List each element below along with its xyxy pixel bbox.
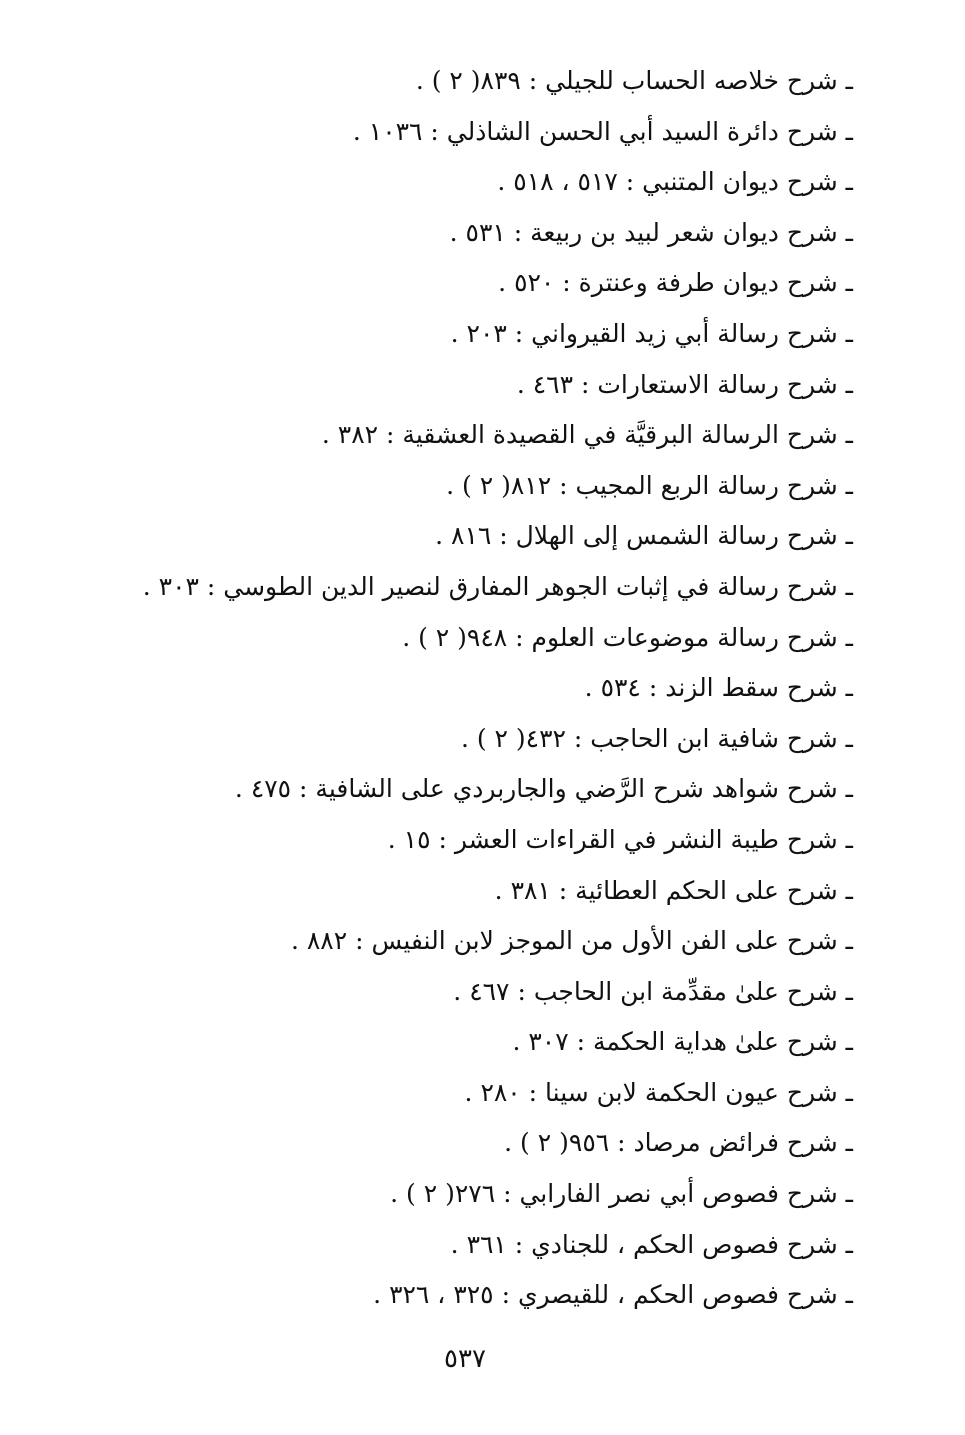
- index-entry: ـ شرح دائرة السيد أبي الحسن الشاذلي : ١٠٣٦ .: [352, 116, 853, 146]
- page-number: ٥٣٧: [444, 1344, 486, 1374]
- index-entry: ـ شرح خلاصه الحساب للجيلي : ٨٣٩( ٢ ) .: [415, 66, 853, 95]
- index-entry: ـ شرح علىٰ هداية الحكمة : ٣٠٧ .: [512, 1027, 853, 1057]
- index-entry: ـ شرح رسالة في إثبات الجوهر المفارق لنصير الدين الطوسي : ٣٠٣ .: [142, 571, 853, 601]
- index-entry: ـ شرح رسالة أبي زيد القيرواني : ٢٠٣ .: [450, 318, 853, 348]
- index-entry: ـ شرح على الفن الأول من الموجز لابن النفيس : ٨٨٢ .: [290, 926, 853, 956]
- index-entry: ـ شرح على الحكم العطائية : ٣٨١ .: [494, 875, 853, 905]
- index-entry: ـ شرح علىٰ مقدِّمة ابن الحاجب : ٤٦٧ .: [453, 976, 853, 1006]
- index-entry: ـ شرح فصوص أبي نصر الفارابي : ٢٧٦( ٢ ) .: [390, 1179, 853, 1209]
- index-entry: ـ شرح فرائض مرصاد : ٩٥٦( ٢ ) .: [504, 1128, 853, 1158]
- index-entry: ـ شرح شافية ابن الحاجب : ٤٣٢( ٢ ) .: [460, 723, 853, 753]
- index-entry: ـ شرح فصوص الحكم ، للجنادي : ٣٦١ .: [450, 1229, 853, 1259]
- index-entry-list: [73, 56, 853, 1321]
- index-entry: ـ شرح رسالة الاستعارات : ٤٦٣ .: [516, 369, 853, 399]
- index-entry: ـ شرح ديوان شعر لبيد بن ربيعة : ٥٣١ .: [449, 217, 853, 247]
- index-entry: ـ شرح فصوص الحكم ، للقيصري : ٣٢٥ ، ٣٢٦ .: [373, 1280, 853, 1310]
- index-entry: ـ شرح عيون الحكمة لابن سينا : ٢٨٠ .: [464, 1077, 853, 1107]
- index-entry: ـ شرح رسالة موضوعات العلوم : ٩٤٨( ٢ ) .: [402, 622, 853, 652]
- index-entry: ـ شرح طيبة النشر في القراءات العشر : ١٥ .: [387, 824, 853, 854]
- index-entry: ـ شرح رسالة الشمس إلى الهلال : ٨١٦ .: [435, 521, 853, 551]
- index-entry: ـ شرح ديوان المتنبي : ٥١٧ ، ٥١٨ .: [497, 167, 853, 197]
- index-entry: ـ شرح ديوان طرفة وعنترة : ٥٢٠ .: [498, 268, 853, 298]
- index-entry: ـ شرح الرسالة البرقيَّة في القصيدة العشقية : ٣٨٢ .: [321, 420, 853, 450]
- index-entry: ـ شرح سقط الزند : ٥٣٤ .: [584, 673, 853, 703]
- index-entry: ـ شرح رسالة الربع المجيب : ٨١٢( ٢ ) .: [446, 470, 853, 500]
- index-entry: ـ شرح شواهد شرح الرَّضي والجاربردي على الشافية : ٤٧٥ .: [234, 774, 853, 804]
